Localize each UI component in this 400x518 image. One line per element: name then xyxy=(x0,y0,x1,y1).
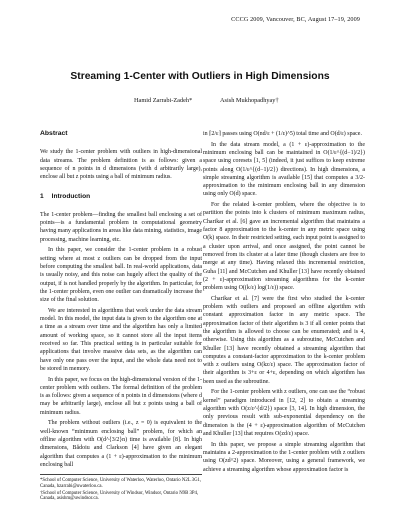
author-name: Asish Mukhopadhyay† xyxy=(220,97,279,104)
section-heading xyxy=(40,193,202,201)
footnote: †School of Computer Science, University of Windsor, Windsor, Ontario N9B 3P4, Canada, asishm@uwindsor.ca. xyxy=(40,490,199,502)
body-paragraph: For the 1-center problem with z outliers, one can use the “robust kernel” paradigm introduced in [12, 2] to obtain a streaming algorithm with O(z/ε^{d/2}) space [3, 14]. In high dimension, the only previous result with sub-exponential dependency on the dimension is the (4 + ε)-approximation algorithm of McCutchen and Khuller [13] that requires O(zd/ε) space. xyxy=(203,389,365,437)
footnotes xyxy=(40,474,202,503)
body-paragraph: For the related k-center problem, where the objective is to partition the points into k clusters of minimum maximum radius, Charikar et al. [6] gave an incremental algorithm that maintains a factor 8 approximation to the k-center in any metric space using O(k) space. In their restricted setting, each input point is assigned to a cluster upon arrival, and once assigned, the point cannot be removed from its cluster at a later time (though clusters are free to merge at any time). Having relaxed this incremental restriction, Guha [11] and McCutchen and Khuller [13] have recently obtained (2 + ε)-approximation streaming algorithms for the k-center problem using O((k/ε) log(1/ε)) space. xyxy=(203,202,365,292)
running-header: CCCG 2009, Vancouver, BC, August 17–19, 2009 xyxy=(231,16,360,23)
body-paragraph: Charikar et al. [7] were the first who studied the k-center problem with outliers and proposed an offline algorithm with constant approximation factor in any metric space. The approximation factor of their algorithm is 3 if all center points that the algorithm is allowed to choose can be enumerated; and is 4, otherwise. Using this algorithm as a subroutine, McCutchen and Khuller [13] have recently obtained a streaming algorithm that computes a constant-factor approximation to the k-center problem with z outliers using O(kz/ε) space. The approximation factor of their algorithm is 3+ε or 4+ε, depending on which algorithm has been used as the subroutine. xyxy=(203,295,365,385)
left-column xyxy=(40,130,202,472)
section-number: 1 xyxy=(40,193,44,201)
author-name: Hamid Zarrabi-Zadeh* xyxy=(134,97,193,104)
body-paragraph: In this paper, we consider the 1-center problem in a robust setting where at most z outliers can be dropped from the input before computing the smallest ball. In real-world applications, data is usually noisy, and this noise can hugely affect the quality of the output, if is not handled properly by the algorithm. In particular, for the 1-center problem, even one outlier can dramatically increase the size of the final solution. xyxy=(40,247,202,304)
abstract-text: We study the 1-center problem with outliers in high-dimensional data streams. The problem definition is as follows: given a sequence of n points in d dimensions (with d arbitrarily large), enclose all but z points using a ball of minimum radius. xyxy=(40,149,202,181)
paper-title: Streaming 1-Center with Outliers in High Dimensions xyxy=(70,71,330,82)
body-paragraph: In this paper, we propose a simple streaming algorithm that maintains a 2-approximation to the 1-center problem with z outliers using O(zd^2) space. Moreover, using a general framework, we achieve a streaming algorithm whose approximation factor is xyxy=(203,441,365,473)
footnote: *School of Computer Science, University of Waterloo, Waterloo, Ontario N2L 3G1, Canada, hzarrabi@uwaterloo.ca. xyxy=(40,478,202,489)
body-paragraph: The 1-center problem—finding the smallest ball enclosing a set of points—is a fundamental problem in computational geometry having many applications in areas like data mining, statistics, image processing, machine learning, etc. xyxy=(40,211,202,243)
body-paragraph: in ⌈2/ε⌉ passes using O(nd/ε + (1/ε)^5) total time and O(d/ε) space. xyxy=(203,131,362,137)
body-paragraph: In this paper, we focus on the high-dimensional version of the 1-center problem with outliers. The formal definition of the problem is as follows: given a sequence of n points in d dimensions (where d may be arbitrarily large), enclose all but z points using a ball of minimum radius. xyxy=(40,376,202,416)
body-paragraph: In the data stream model, a (1 + ε)-approximation to the minimum enclosing ball can be maintained in O(1/ε^{(d−1)/2}) space using coresets [1, 5] (indeed, it just suffices to keep extreme points along O(1/ε^{(d−1)/2}) directions). In high dimensions, a simple streaming algorithm is available [15] that computes a 3/2-approximation to the minimum enclosing ball in any dimension using only O(d) space. xyxy=(203,141,365,198)
body-paragraph: The problem without outliers (i.e., z = 0) is equivalent to the well-known “minimum enclosing ball” problem, for which an offline algorithm with O(d^{3/2}n) time is available [8]. In high dimensions, Bădoiu and Clarkson [4] have given an elegant algorithm that computes a (1 + ε)-approximation to the minimum enclosing ball xyxy=(40,420,202,468)
section-title: Introduction xyxy=(51,193,91,201)
right-column xyxy=(203,130,365,476)
abstract-heading: Abstract xyxy=(40,130,68,137)
body-paragraph: We are interested in algorithms that work under the data stream model. In this model, the input data is given to the algorithm one at a time as a stream over time and the algorithm has only a limited amount of working space, so it cannot store all the input items received so far. This practical setting is in particular suitable for applications that involve massive data sets, as the algorithm can have only one pass over the input, and the whole data need not to be stored in memory. xyxy=(40,307,202,372)
